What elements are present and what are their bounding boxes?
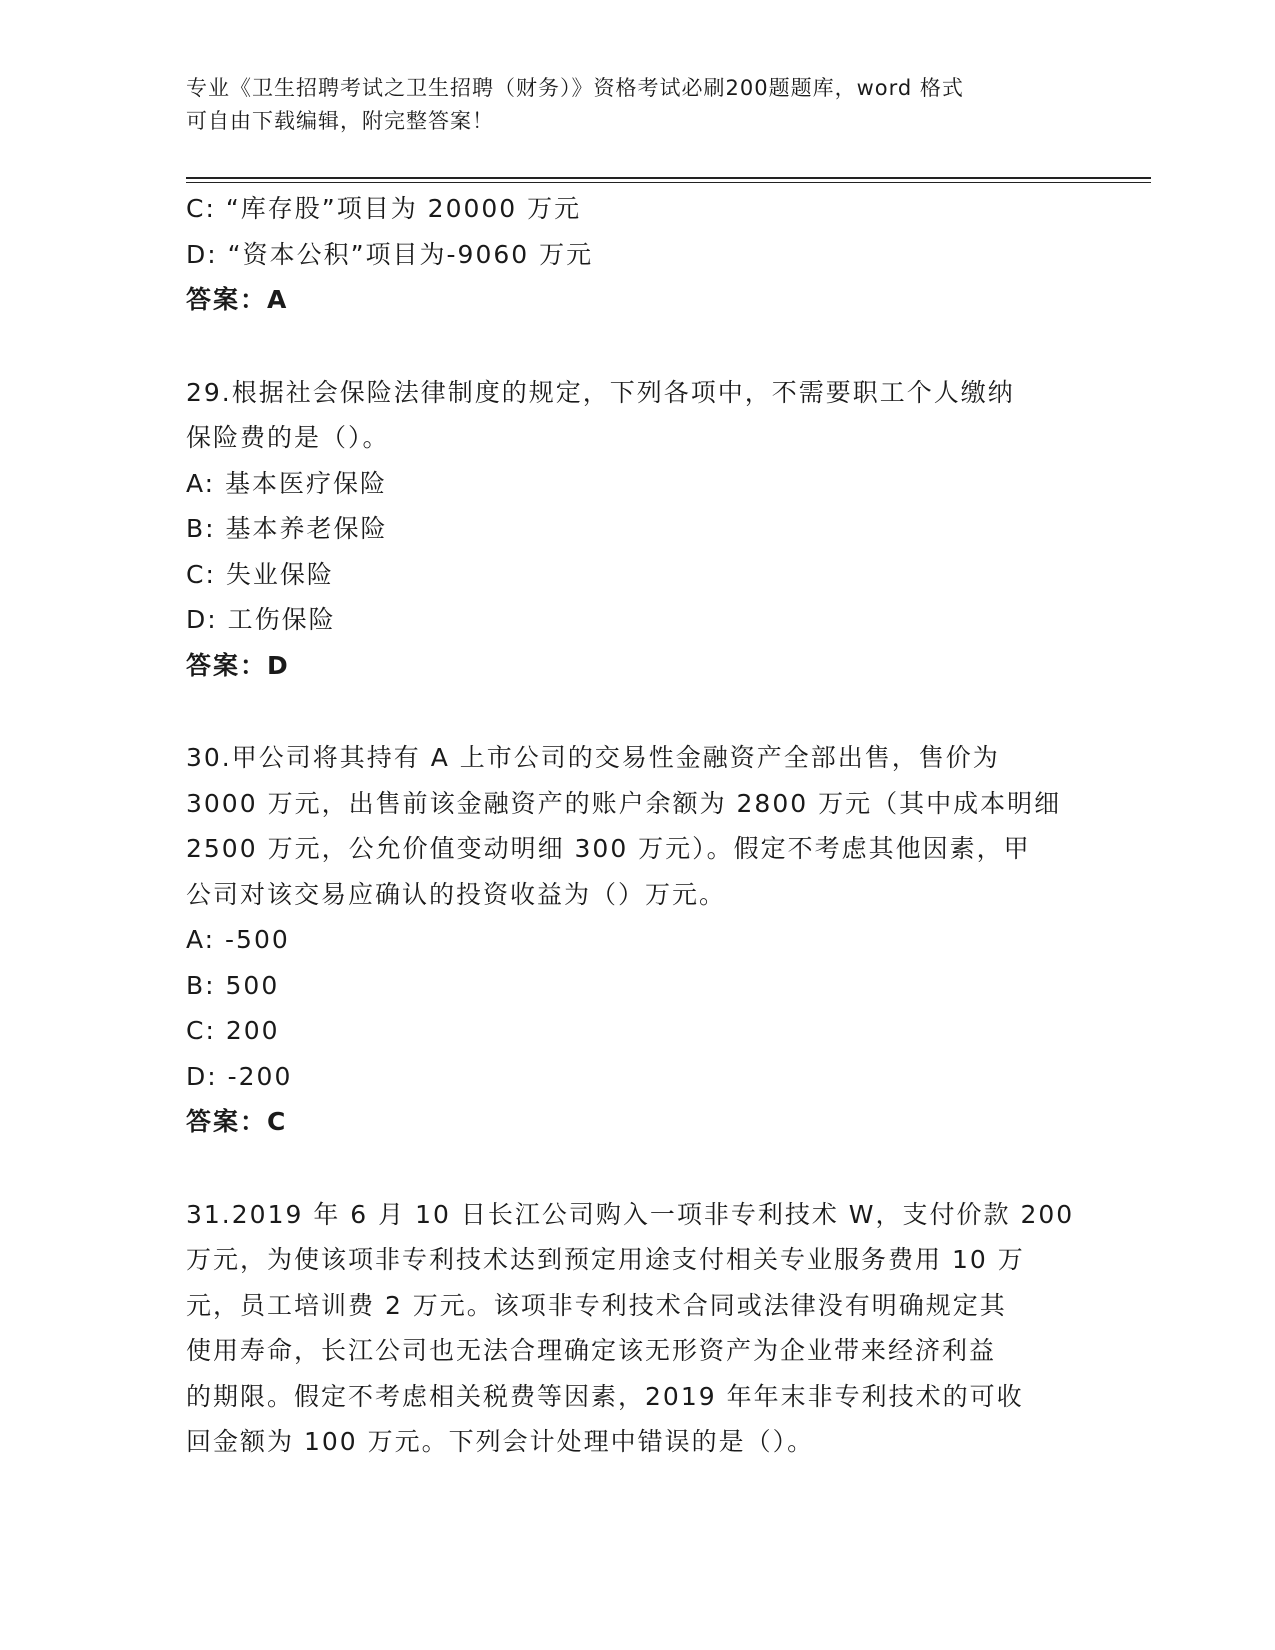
question-stem-line: 万元，为使该项非专利技术达到预定用途支付相关专业服务费用 10 万 xyxy=(186,1245,1025,1274)
question-stem-line: 使用寿命，长江公司也无法合理确定该无形资产为企业带来经济利益 xyxy=(186,1336,997,1365)
option-d: D: “资本公积”项目为-9060 万元 xyxy=(186,239,594,269)
question-stem-line: 公司对该交易应确认的投资收益为（）万元。 xyxy=(186,879,727,909)
option-b: B: 基本养老保险 xyxy=(186,514,388,543)
question-stem-line: 回金额为 100 万元。下列会计处理中错误的是（）。 xyxy=(186,1427,815,1456)
answer-line: 答案：C xyxy=(186,1107,288,1136)
question-stem-line: 29.根据社会保险法律制度的规定，下列各项中，不需要职工个人缴纳 xyxy=(186,377,1015,407)
spacer xyxy=(186,323,1086,370)
option-c: C: 200 xyxy=(186,1016,280,1045)
option-a: A: -500 xyxy=(186,925,290,954)
option-d: D: -200 xyxy=(186,1061,293,1091)
answer-line: 答案：A xyxy=(186,285,289,314)
question-body xyxy=(186,186,1086,1465)
page-header xyxy=(186,72,1066,138)
header-line-2: 可自由下载编辑，附完整答案！ xyxy=(186,109,494,133)
question-30 xyxy=(186,735,1086,1145)
question-stem-line: 3000 万元，出售前该金融资产的账户余额为 2800 万元（其中成本明细 xyxy=(186,788,1062,818)
option-c: C: 失业保险 xyxy=(186,559,334,589)
question-stem-line: 元，员工培训费 2 万元。该项非专利技术合同或法律没有明确规定其 xyxy=(186,1290,1007,1320)
question-31 xyxy=(186,1192,1086,1465)
question-stem-line: 保险费的是（）。 xyxy=(186,423,390,452)
option-a: A: 基本医疗保险 xyxy=(186,468,388,498)
question-stem-line: 的期限。假定不考虑相关税费等因素，2019 年年末非专利技术的可收 xyxy=(186,1381,1024,1411)
answer-line: 答案：D xyxy=(186,650,290,680)
header-line-1: 专业《卫生招聘考试之卫生招聘（财务）》资格考试必刷200题题库，word 格式 xyxy=(186,76,964,100)
option-c: C: “库存股”项目为 20000 万元 xyxy=(186,194,582,223)
option-b: B: 500 xyxy=(186,970,280,1000)
question-stem-line: 31.2019 年 6 月 10 日长江公司购入一项非专利技术 W，支付价款 200 xyxy=(186,1199,1075,1229)
header-rule-thick xyxy=(186,177,1151,179)
header-rule-thin xyxy=(186,182,1151,183)
question-28-tail xyxy=(186,186,1086,323)
question-stem-line: 30.甲公司将其持有 A 上市公司的交易性金融资产全部出售，售价为 xyxy=(186,743,1000,772)
question-stem-line: 2500 万元，公允价值变动明细 300 万元）。假定不考虑其他因素，甲 xyxy=(186,834,1031,863)
spacer xyxy=(186,1145,1086,1192)
question-29 xyxy=(186,370,1086,689)
spacer xyxy=(186,688,1086,735)
option-d: D: 工伤保险 xyxy=(186,605,336,634)
